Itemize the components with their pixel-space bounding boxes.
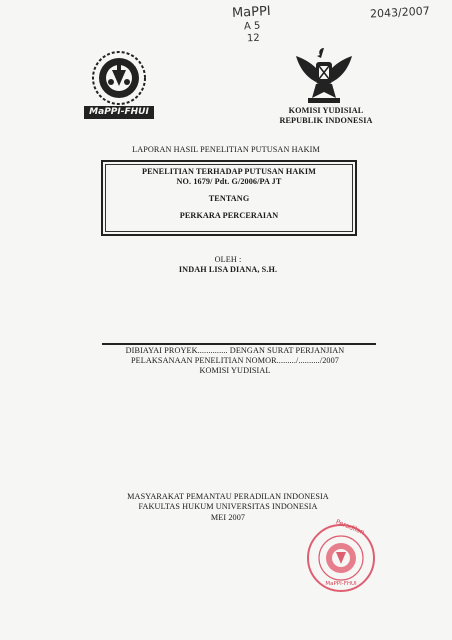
report-heading: LAPORAN HASIL PENELITIAN PUTUSAN HAKIM [132, 145, 320, 154]
divider-rule [102, 343, 376, 345]
box-line-1: PENELITIAN TERHADAP PUTUSAN HAKIM [142, 167, 316, 176]
box-line-2: NO. 1679/ Pdt. G/2006/PA JT [176, 177, 282, 186]
garuda-emblem [292, 42, 356, 106]
funding-line-1: DIBIAYAI PROYEK.............. DENGAN SURAT PERJANJIAN [125, 346, 345, 355]
emblem-caption-2: REPUBLIK INDONESIA [279, 116, 373, 125]
emblem-caption-1: KOMISI YUDISIAL [288, 106, 364, 115]
footer-line-2: FAKULTAS HUKUM UNIVERSITAS INDONESIA [138, 502, 318, 511]
handwritten-sub1: A 5 [243, 20, 261, 33]
footer-line-3: MEI 2007 [210, 513, 246, 522]
garuda-icon [292, 42, 356, 106]
stamp [305, 517, 377, 594]
stamp-text-bottom: MaPPI-FHUI [325, 581, 357, 587]
author-name: INDAH LISA DIANA, S.H. [178, 265, 278, 274]
author-label: OLEH : [214, 255, 242, 264]
handwritten-number: 2043/2007 [369, 4, 431, 21]
box-tentang: TENTANG [208, 194, 250, 203]
funding-line-3: KOMISI YUDISIAL [199, 366, 271, 375]
stamp-text-top: Peradilan [334, 517, 366, 537]
footer-line-1: MASYARAKAT PEMANTAU PERADILAN INDONESIA [127, 492, 329, 501]
box-topic: PERKARA PERCERAIAN [179, 211, 279, 220]
logo-label: MaPPI-FHUI [89, 107, 149, 117]
handwritten-code: MaPPI [231, 3, 272, 22]
handwritten-sub2: 12 [246, 32, 261, 45]
mappi-logo [84, 50, 154, 122]
funding-line-2: PELAKSANAAN PENELITIAN NOMOR........./........../2007 [131, 356, 339, 365]
